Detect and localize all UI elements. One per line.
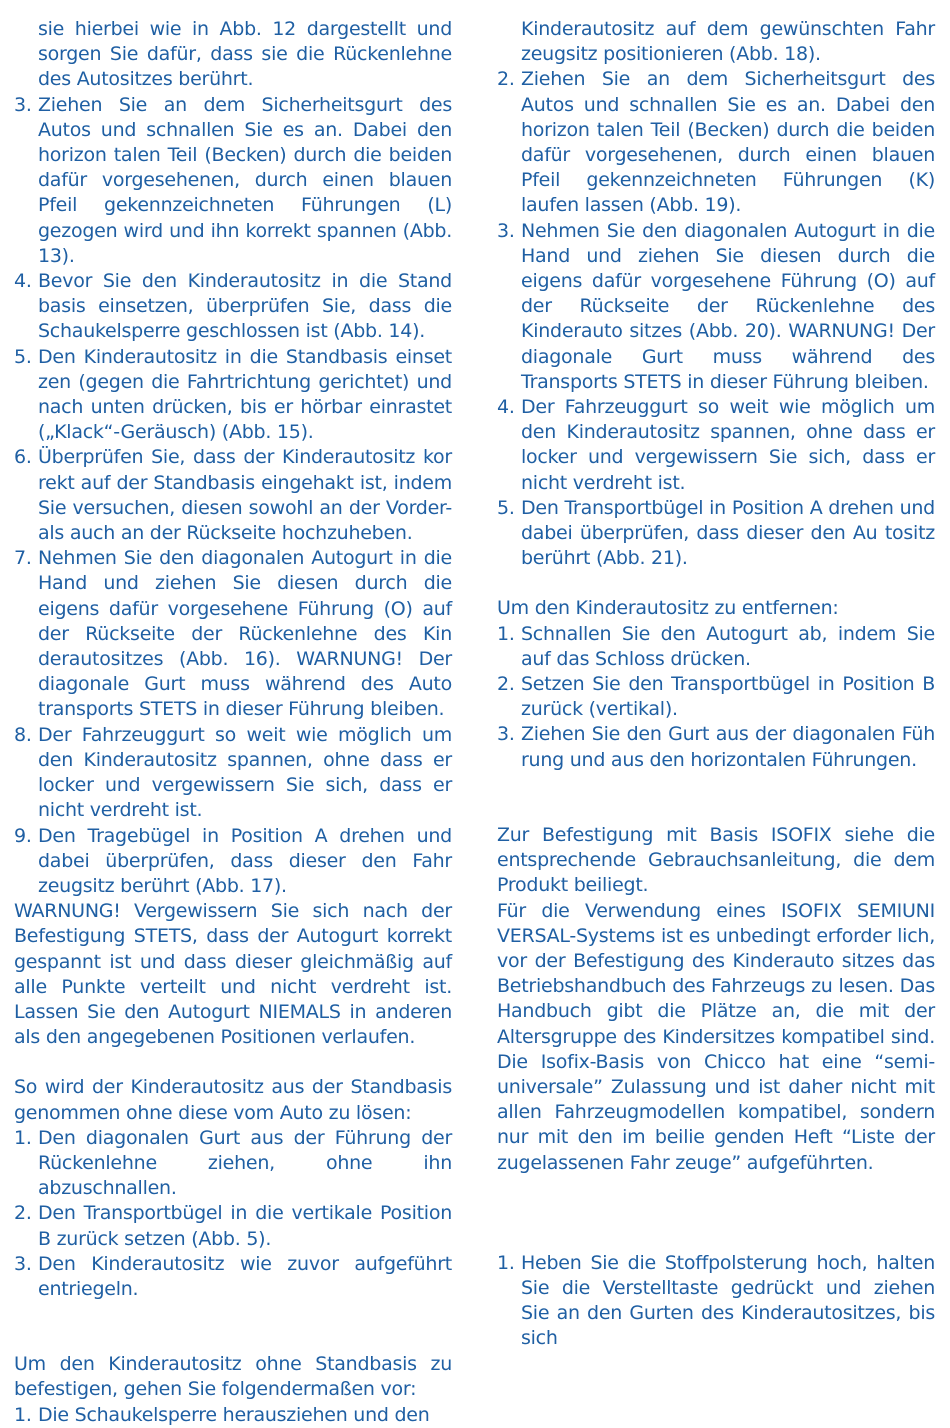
- step-text: Der Fahrzeuggurt so weit wie möglich um den Kinderautositz spannen, ohne dass er locker und vergewissern Sie sich, dass er nicht verdreht ist.: [521, 396, 935, 494]
- step-text: Den Tragebügel in Position A drehen und dabei überprüfen, dass dieser den Fahr zeugsitz berührt (Abb. 17).: [38, 824, 452, 897]
- step-text: Schnallen Sie den Autogurt ab, indem Sie auf das Schloss drücken.: [521, 622, 935, 670]
- step-item: [497, 67, 935, 218]
- step-text: Den Transportbügel in die vertikale Position B zurück setzen (Abb. 5).: [38, 1202, 452, 1250]
- step-text: Nehmen Sie den diagonalen Autogurt in die Hand und ziehen Sie diesen durch die eigens dafür vorgesehene Führung (O) auf der Rückseite der Rückenlehne des Kinderauto sitzes (Abb. 20). WARNUNG! Der diagonale Gurt muss während des Transports STETS in dieser Führung bleiben.: [521, 219, 935, 393]
- isofix-reference-paragraph: Zur Befestigung mit Basis ISOFIX siehe die entsprechende Gebrauchsanleitung, die dem Produkt beiliegt.: [497, 823, 935, 897]
- step-number: 3.: [14, 93, 32, 116]
- step-item: [497, 622, 935, 672]
- step-number: 6.: [14, 446, 32, 469]
- step-item: [497, 672, 935, 722]
- continuation-paragraph: sie hierbei wie in Abb. 12 dargestellt und sorgen Sie dafür, dass sie die Rückenlehne des Autositzes berührt.: [38, 18, 452, 91]
- step-item: [14, 445, 452, 546]
- step-number: 4.: [14, 270, 32, 293]
- step-item: [14, 723, 452, 824]
- step-item: [14, 1126, 452, 1202]
- step-number: 3.: [14, 1252, 32, 1275]
- step-item: [497, 722, 935, 772]
- step-item: [14, 93, 452, 269]
- removal-intro: Um den Kinderautositz zu entfernen:: [497, 597, 839, 620]
- step-item: [14, 269, 452, 345]
- step-text: Ziehen Sie an dem Sicherheitsgurt des Autos und schnallen Sie es an. Dabei den horizon talen Teil (Becken) durch die beiden dafür vorgesehenen, durch einen blauen Pfeil gekennzeichneten Führungen (K) laufen lassen (Abb. 19).: [521, 68, 935, 217]
- step-number: 4.: [497, 396, 515, 419]
- step-item: [14, 546, 452, 722]
- step-number: 3.: [497, 219, 515, 242]
- step-item: [14, 1403, 452, 1428]
- step-number: 1.: [497, 1251, 515, 1274]
- step-text: Den Transportbügel in Position A drehen und dabei überprüfen, dass dieser den Au tositz berührt (Abb. 21).: [521, 496, 935, 570]
- step-item: [14, 1252, 452, 1302]
- step-number: 8.: [14, 723, 32, 746]
- step-number: 7.: [14, 547, 32, 570]
- step-item: [14, 345, 452, 446]
- step-item: [14, 824, 452, 900]
- step-text: Der Fahrzeuggurt so weit wie möglich um den Kinderautositz spannen, ohne dass er locker und vergewissern Sie sich, dass er nicht verdreht ist.: [38, 723, 452, 822]
- step-text: Die Schaukelsperre herausziehen und den: [38, 1403, 430, 1426]
- warning-paragraph: WARNUNG! Vergewissern Sie sich nach der Befestigung STETS, dass der Autogurt korrekt gespannt ist und dass dieser gleichmäßig auf alle Punkte verteilt und nicht verdreht ist. Lassen Sie den Autogurt NIEMALS in anderen als den angegebenen Positionen verlaufen.: [14, 900, 452, 1049]
- step-number: 2.: [497, 673, 515, 696]
- step-number: 3.: [497, 723, 515, 746]
- step-text: Ziehen Sie an dem Sicherheitsgurt des Autos und schnallen Sie es an. Dabei den horizon talen Teil (Becken) durch die beiden dafür vorgesehenen, durch einen blauen Pfeil gekennzeichneten Führungen (L) gezogen wird und ihn korrekt spannen (Abb. 13).: [38, 93, 452, 267]
- step-number: 2.: [14, 1202, 32, 1225]
- step-item: [497, 1251, 935, 1352]
- step-number: 1.: [497, 622, 515, 645]
- step-item: [497, 395, 935, 496]
- continuation-paragraph: Kinderautositz auf dem gewünschten Fahr zeugsitz positionieren (Abb. 18).: [521, 18, 935, 66]
- step-number: 2.: [497, 68, 515, 91]
- no-base-intro: Um den Kinderautositz ohne Standbasis zu befestigen, gehen Sie folgendermaßen vor:: [14, 1353, 452, 1401]
- step-number: 1.: [14, 1403, 32, 1426]
- step-text: Setzen Sie den Transportbügel in Position B zurück (vertikal).: [521, 673, 935, 721]
- left-text-column: [14, 17, 452, 1428]
- step-text: Bevor Sie den Kinderautositz in die Stand basis einsetzen, überprüfen Sie, dass die Schaukelsperre geschlossen ist (Abb. 14).: [38, 270, 452, 343]
- step-text: Überprüfen Sie, dass der Kinderautositz kor rekt auf der Standbasis eingehakt ist, indem Sie versuchen, diesen sowohl an der Vorder- als auch an der Rückseite hochzuheben.: [38, 446, 452, 545]
- step-item: [14, 1201, 452, 1251]
- step-item: [497, 219, 935, 395]
- step-text: Nehmen Sie den diagonalen Autogurt in die Hand und ziehen Sie diesen durch die eigens dafür vorgesehene Führung (O) auf der Rückseite der Rückenlehne des Kin derautositzes (Abb. 16). WARNUNG! Der diagonale Gurt muss während des Auto transports STETS in dieser Führung bleiben.: [38, 547, 452, 721]
- isofix-semiuniversal-paragraph: Für die Verwendung eines ISOFIX SEMIUNI VERSAL-Systems ist es unbedingt erforder lich, vor der Befestigung des Kinderauto sitzes das Betriebshandbuch des Fahrzeugs zu lesen. Das Handbuch gibt die Plätze an, die mit der Altersgruppe des Kindersitzes kompatibel sind. Die Isofix-Basis von Chicco hat eine “semi-universale” Zulassung und ist daher nicht mit allen Fahrzeugmodellen kompatibel, sondern nur mit den im beilie genden Heft “Liste der zugelassenen Fahr zeuge” aufgeführten.: [497, 899, 935, 1174]
- step-number: 5.: [14, 345, 32, 368]
- step-item: [497, 496, 935, 572]
- step-text: Heben Sie die Stoffpolsterung hoch, halten Sie die Verstelltaste gedrückt und ziehen Sie an den Gurten des Kinderautositzes, bis sich: [521, 1251, 935, 1350]
- step-text: Ziehen Sie den Gurt aus der diagonalen Füh rung und aus den horizontalen Führungen.: [521, 723, 935, 771]
- right-text-column: [497, 17, 935, 1352]
- step-text: Den Kinderautositz wie zuvor aufgeführt entriegeln.: [38, 1252, 452, 1300]
- step-text: Den Kinderautositz in die Standbasis einset zen (gegen die Fahrtrichtung gerichtet) und nach unten drücken, bis er hörbar einrastet („Klack“-Geräusch) (Abb. 15).: [38, 345, 452, 444]
- step-number: 5.: [497, 496, 515, 519]
- removal-intro: So wird der Kinderautositz aus der Standbasis genommen ohne diese vom Auto zu lösen:: [14, 1076, 452, 1124]
- step-text: Den diagonalen Gurt aus der Führung der Rückenlehne ziehen, ohne ihn abzuschnallen.: [38, 1126, 452, 1200]
- step-number: 9.: [14, 824, 32, 847]
- step-number: 1.: [14, 1126, 32, 1149]
